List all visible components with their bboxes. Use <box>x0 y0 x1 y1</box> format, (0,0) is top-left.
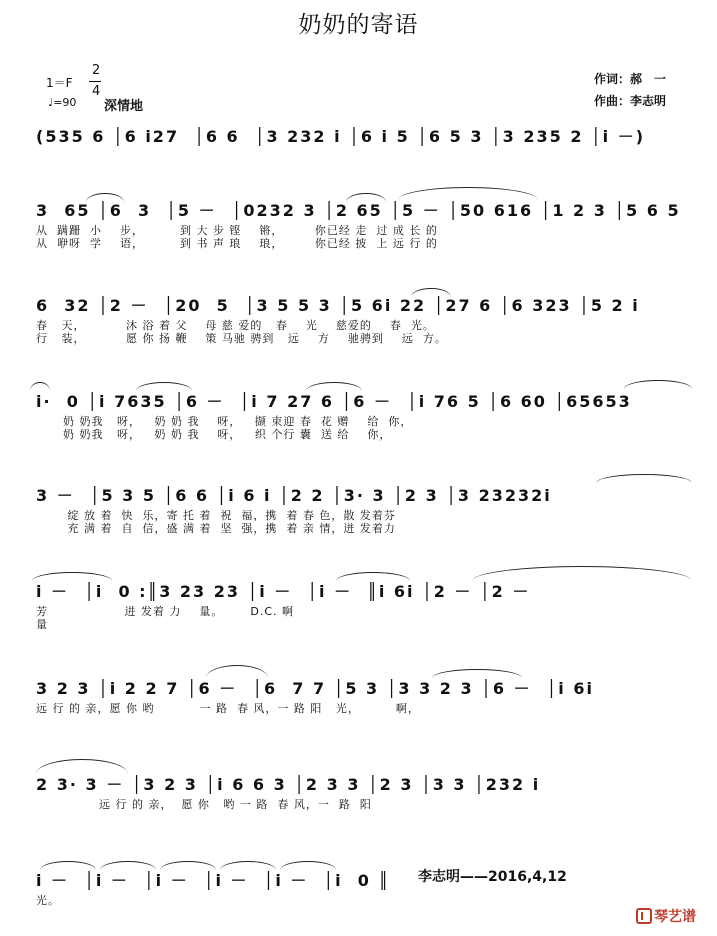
lyrics-verse-1: 远 行 的 亲， 愿 你 哟 一 路 春 风，一 路 阳 <box>36 798 372 811</box>
notation-line: i· 0 │i 7635 │6 － │i 7 27 6 │6 － │i 76 5 │6 60 │65653 <box>36 392 632 411</box>
score-line-6 <box>36 580 692 640</box>
score-line-9 <box>36 869 692 919</box>
lyrics-verse-2: 奶 奶我 呀， 奶 奶 我 呀， 织 个行 囊 送 给 你， <box>36 428 392 441</box>
expression-marking: 深情地 <box>104 99 144 114</box>
key-signature: 1＝F <box>46 76 73 90</box>
lyrics-verse-1: 远 行 的 亲，愿 你 哟 一 路 春 风，一 路 阳 光， 啊， <box>36 702 420 715</box>
composer-signature: 李志明——2016,4,12 <box>418 869 567 885</box>
time-signature-bar <box>89 81 101 82</box>
score-line-7 <box>36 677 692 727</box>
lyrics-verse-2: 从 咿呀 学 语， 到 书 声 琅 琅， 你已经 披 上 远 行 的 <box>36 237 438 250</box>
score-line-2 <box>36 199 692 259</box>
watermark-text: 琴艺谱 <box>654 909 696 925</box>
notation-line: 3 － │5 3 5 │6 6 │i 6 i │2 2 │3· 3 │2 3 │3 23232i <box>36 486 552 505</box>
score-line-1 <box>36 125 692 151</box>
notation-line: 6 32 │2 － │20 5 │3 5 5 3 │5 6i 22 │27 6 │6 323 │5 2 i <box>36 296 640 315</box>
slur-mark <box>36 759 128 774</box>
notation-line: 3 2 3 │i 2 2 7 │6 － │6 7 7 │5 3 │3 3 2 3 │6 － │i 6i <box>36 679 594 698</box>
song-title: 奶奶的寄语 <box>298 12 419 38</box>
lyricist-credit: 作词：郝 一 <box>594 72 667 86</box>
lyrics-verse-1: 芳 进 发着 力 量。 D.C. 啊 <box>36 605 295 618</box>
lyrics-verse-1: 绽 放 着 快 乐，寄 托 着 祝 福，携 着 春 色，散 发着芬 <box>36 509 396 522</box>
slur-mark <box>624 380 692 389</box>
notation-line: i － │i 0 :║3 23 23 │i － │i － ║i 6i │2 － │2 － <box>36 582 531 601</box>
score-line-3 <box>36 294 692 354</box>
slur-mark <box>596 474 692 483</box>
score-line-8 <box>36 773 692 823</box>
tempo-marking: ♩=90 <box>48 96 77 109</box>
notation-line: 2 3· 3 － │3 2 3 │i 6 6 3 │2 3 3 │2 3 │3 3 │232 i <box>36 775 541 794</box>
logo-icon <box>636 908 652 924</box>
lyrics-verse-2: 充 满 着 自 信，盛 满 着 坚 强，携 着 亲 情，迸 发着力 <box>36 522 396 535</box>
lyrics-verse-1: 奶 奶我 呀， 奶 奶 我 呀， 撷 束迎 春 花 赠 给 你， <box>36 415 413 428</box>
lyrics-verse-2: 行 装， 愿 你 扬 鞭 策 马驰 骋到 远 方 驰骋到 远 方。 <box>36 332 447 345</box>
lyrics-verse-1: 从 蹒跚 小 步， 到 大 步 铿 锵， 你已经 走 过 成 长 的 <box>36 224 438 237</box>
slur-mark <box>472 566 692 581</box>
score-line-5 <box>36 484 692 544</box>
score-line-4 <box>36 390 692 450</box>
time-signature-top: 2 <box>92 63 101 78</box>
lyrics-verse-1: 光。 <box>36 894 60 907</box>
site-watermark <box>636 906 696 926</box>
lyrics-verse-1: 春 天， 沐 浴 着 父 母 慈 爱的 春 光 慈爱的 春 光。 <box>36 319 435 332</box>
time-signature-bottom: 4 <box>92 84 101 99</box>
notation-line: 3 65 │6 3 │5 － │0232 3 │2 65 │5 － │50 616 │1 2 3 │5 6 5 <box>36 201 681 220</box>
lyrics-verse-2: 量 <box>36 618 48 631</box>
notation-line: (535 6 │6 i27 │6 6 │3 232 i │6 i 5 │6 5 3 │3 235 2 │i －) <box>36 127 646 146</box>
composer-credit: 作曲：李志明 <box>594 94 667 108</box>
notation-line: i － │i － │i － │i － │i － │i 0 ║ <box>36 871 391 890</box>
